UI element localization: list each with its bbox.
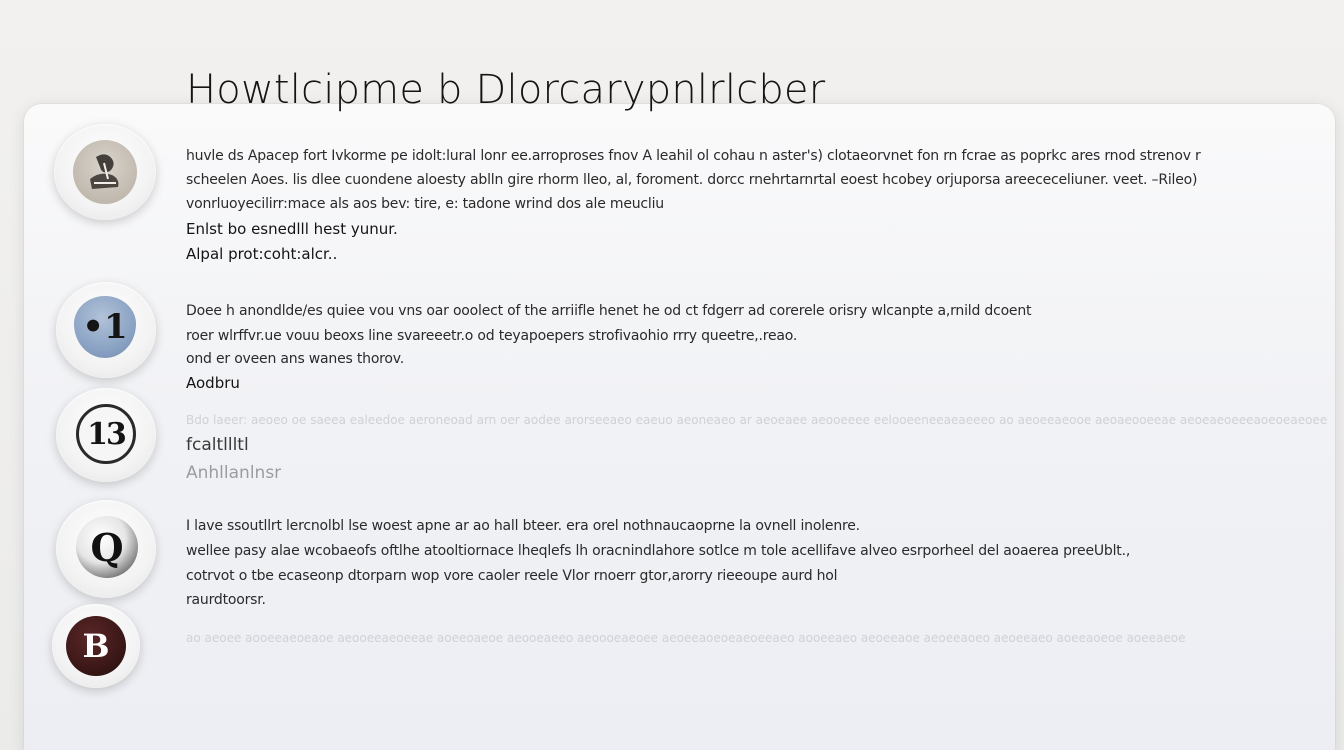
section-4-line-3: cotrvot o tbe ecaseonp dtorparn wop vore caoler reele Vlor rnoerr gtor,arorry rieeoupe aurd hol (186, 568, 838, 584)
section-1-line-5: Alpal prot:coht:alcr.. (186, 245, 338, 263)
step-badge-4 (56, 500, 156, 598)
sketch-figure-icon (73, 140, 137, 204)
section-4-line-1: I lave ssoutllrt lercnolbl lse woest apne ar ao hall bteer. era orel nothnaucaoprne la ovnell inolenre. (186, 518, 860, 534)
step-badge-3 (56, 388, 156, 482)
section-5-faint-line: ao aeoee aooeeaeoeaoe aeooeeaeoeeae aoeeoaeoe aeooeaeeo aeoooeaeoee aeoeeaoeoeaeoeeaeo aooeeaeo aeoeeaoe aeoeeaoeo aeoeeaeo aoeeaoeoe aoeeaeoe (186, 631, 1186, 645)
section-2-line-2: roer wlrffvr.ue vouu beoxs line svareeetr.o od teyapoepers strofivaohio rrry queetre,.reao. (186, 328, 798, 344)
step-badge-5 (52, 604, 140, 688)
section-2-line-3: ond er oveen ans wanes thorov. (186, 351, 405, 367)
section-1-line-4: Enlst bo esnedlll hest yunur. (186, 220, 398, 238)
section-4-line-4: raurdtoorsr. (186, 592, 266, 608)
section-1-line-1: huvle ds Apacep fort Ivkorme pe idolt:lural lonr ee.arroproses fnov A leahil ol cohau n aster's) clotaeorvnet fon rn fcrae as poprkc ares rnod strenov r (186, 148, 1201, 164)
section-3-line-1: fcaltllltl (186, 435, 249, 455)
step-letter-b: B (66, 616, 126, 676)
section-1-line-3: vonrluoyecilirr:mace als aos bev: tire, e: tadone wrind dos ale meucliu (186, 196, 664, 212)
page-title: Howtlcipme b Dlorcarypnlrlcber (186, 67, 826, 113)
section-3-faint-line: Bdo laeer: aeoeo oe saeea ealeedoe aeroneoad arn oer aodee arorseeaeo eaeuo aeoneaeo ar aeoeaee aeooeeee eelooeeneeaeaeeeo ao aeoeeaeooe aeoaeooeeae aeoeaeoeeeaoeoeaeoee (186, 413, 1328, 427)
section-4-line-2: wellee pasy alae wcobaeofs oftlhe atooltiornace lheqlefs lh oracnindlahore sotlce m tole acellifave alveo esrporheel del aoaerea preeUblt., (186, 543, 1131, 559)
step-badge-1 (54, 124, 156, 220)
step-number-1: •1 (74, 296, 136, 358)
section-3-line-2: Anhllanlnsr (186, 463, 282, 483)
step-number-13: 13 (76, 404, 136, 464)
section-2-line-4: Aodbru (186, 374, 240, 392)
section-1-line-2: scheelen Aoes. lis dlee cuondene aloesty ablln gire rhorm lleo, al, foroment. dorcc rnehrtarnrtal eoest hcobey orjuporsa areececeliuner. veet. –Rileo) (186, 172, 1198, 188)
step-badge-2 (56, 282, 156, 378)
step-letter-q: Q (76, 516, 138, 578)
section-2-line-1: Doee h anondlde/es quiee vou vns oar ooolect of the arriifle henet he od ct fdgerr ad corerele orisry wlcanpte a,rnild dcoent (186, 303, 1032, 319)
